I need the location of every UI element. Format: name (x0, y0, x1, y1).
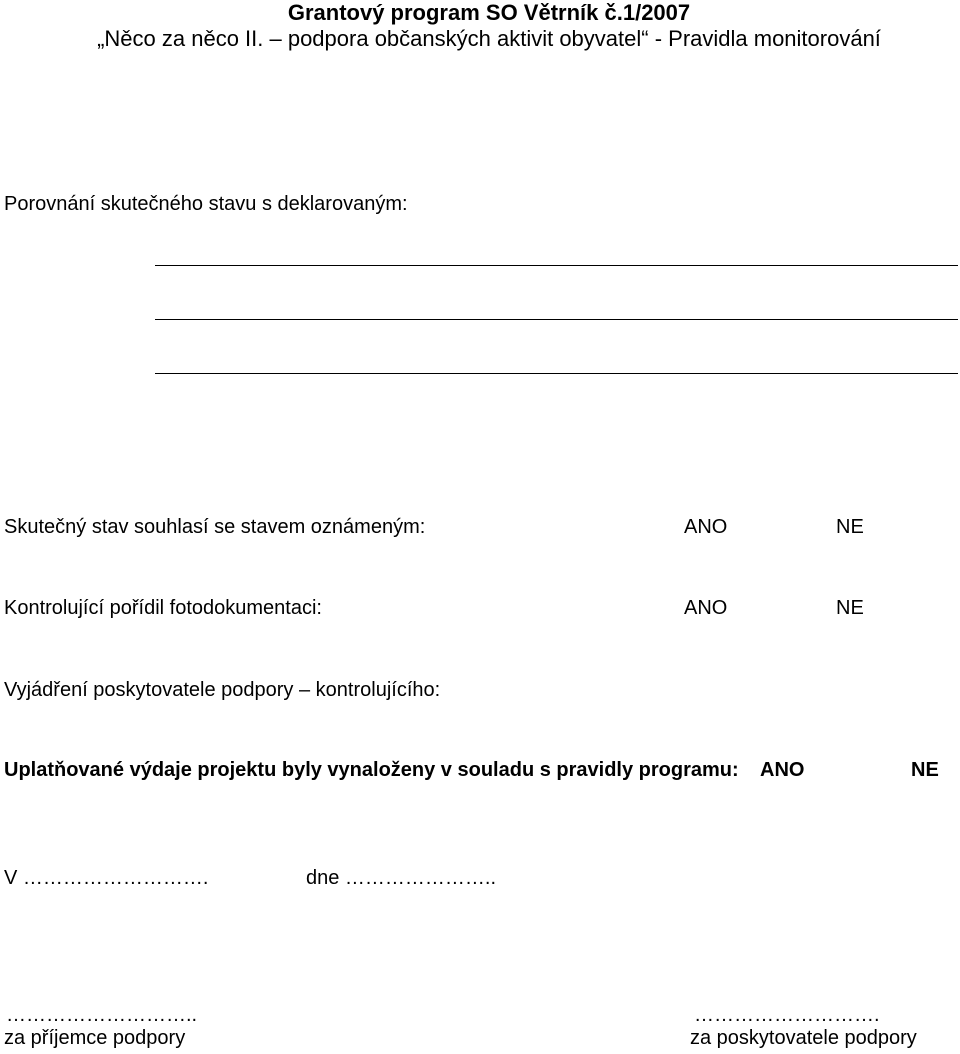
answer-no: NE (911, 759, 939, 781)
place-field: V ………………………. (4, 867, 209, 889)
answer-no: NE (836, 516, 864, 538)
answer-yes: ANO (684, 516, 728, 538)
answer-no: NE (836, 597, 864, 619)
comparison-label: Porovnání skutečného stavu s deklarovaným: (4, 193, 408, 215)
statement-label: Vyjádření poskytovatele podpory – kontrolujícího: (4, 679, 441, 701)
answer-yes: ANO (760, 759, 805, 781)
date-field: dne ………………….. (306, 867, 497, 889)
answer-yes: ANO (684, 597, 728, 619)
signature-line: ……………………….. (6, 1004, 198, 1026)
question-label: Kontrolující pořídil fotodokumentaci: (4, 597, 322, 619)
document-title: Grantový program SO Větrník č.1/2007 (287, 0, 691, 25)
signature-line: ………………………. (694, 1004, 880, 1026)
signature-label: za příjemce podpory (4, 1027, 186, 1049)
answer-line-3 (155, 373, 958, 374)
expenses-label: Uplatňované výdaje projektu byly vynaloženy v souladu s pravidly programu: (4, 759, 739, 781)
document-subtitle: „Něco za něco II. – podpora občanských aktivit obyvatel“ - Pravidla monitorování (97, 26, 881, 51)
signature-label: za poskytovatele podpory (690, 1027, 917, 1049)
answer-line-1 (155, 265, 958, 266)
answer-line-2 (155, 319, 958, 320)
question-label: Skutečný stav souhlasí se stavem oznámeným: (4, 516, 426, 538)
